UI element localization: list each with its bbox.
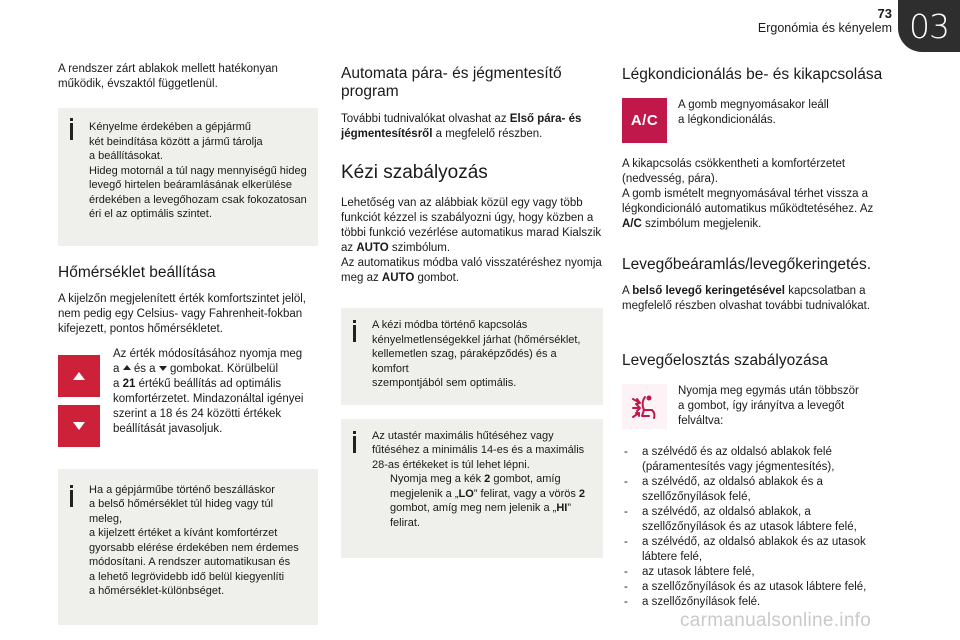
air-distribution-list [622, 445, 890, 610]
info-line: éri el az optimális szintet. [89, 208, 212, 220]
air-distribution-heading: Levegőelosztás szabályozása [622, 352, 828, 369]
list-item: - a szélvédő, az oldalsó ablakok, a szellőzőnyílások és az utasok lábtere felé, [622, 505, 890, 535]
info-line: fűtéséhez a minimális 14-es és a maximális [372, 444, 585, 456]
list-item: - a szellőzőnyílások és az utasok lábtere felé, [622, 580, 890, 595]
info-line: módosítani. A rendszer automatikusan és [89, 556, 291, 568]
seat-airflow-icon [629, 392, 661, 422]
list-item: - a szélvédő és az oldalsó ablakok felé (páramentesítés vagy jégmentesítés), [622, 445, 890, 475]
info-line: szempontjából sem optimális. [372, 377, 517, 389]
info-line: két beindítása között a jármű tárolja [89, 135, 263, 148]
ac-button[interactable] [622, 98, 667, 143]
section-title: Ergonómia és kényelem [757, 21, 892, 35]
ac-paragraph: A kikapcsolás csökkentheti a komfortérzetet (nedvesség, pára). A gomb ismételt megnyomásával térhet vissza a légkondicionáló automatikus működtetéséhez. Az A/C szimbólum megjelenik. [622, 158, 874, 230]
info-box-manual [341, 308, 603, 405]
info-line: kényelmetlenségekkel járhat (hőmérséklet, [372, 333, 581, 346]
intro-paragraph: A rendszer zárt ablakok mellett hatékonyan működik, évszaktól függetlenül. [58, 63, 278, 90]
ac-button-text: A gomb megnyomásakor leáll a légkondicionálás. [678, 99, 829, 126]
ac-button-label: A/C [630, 112, 659, 129]
chapter-badge: 03 [898, 0, 960, 52]
recirculation-paragraph: A belső levegő keringetésével kapcsolatban a megfelelő részben olvashat további tudnivalókat. [622, 285, 871, 312]
temperature-instruction: Az érték módosításához nyomja meg a és a gombokat. Körülbelül a 21 értékű beállítás ad optimális komfortérzetet. Mindazonáltal igényei szerint a 18 és 24 közötti értékek beállítását javasoljuk. [113, 347, 304, 435]
column-right [622, 62, 890, 610]
temperature-controls [58, 347, 318, 447]
list-item: - a szélvédő, az oldalsó ablakok és az utasok lábtere felé, [622, 535, 890, 565]
air-distribution-block [622, 384, 890, 429]
arrow-down-icon [73, 422, 85, 430]
info-icon [66, 485, 78, 509]
manual-control-paragraph: Lehetőség van az alábbiak közül egy vagy több funkciót kézzel is szabályozni úgy, hogy közben a többi funkció vezérlése automatikus marad Kialszik az AUTO szimbólum. Az automatikus módba való visszatéréshez nyomja meg az AUTO gombot. [341, 197, 602, 284]
info-line: Ha a gépjárműbe történő beszálláskor [89, 483, 275, 496]
manual-control-heading: Kézi szabályozás [341, 162, 488, 183]
info-line: a kijelzett értéket a kívánt komfortérzet [89, 527, 278, 539]
info-bullet: Nyomja meg a kék 2 gombot, amíg megjelenik a „LO” felirat, vagy a vörös 2 gombot, amíg meg nem jelenik a „HI” felirat. [390, 473, 586, 529]
info-box-temperature [58, 469, 318, 625]
page-number: 73 [877, 6, 892, 21]
info-line: kellemetlen szag, páraképződés) és a komfort [372, 348, 557, 375]
auto-demist-paragraph: További tudnivalókat olvashat az Első pára- és jégmentesítésről a megfelelő részben. [341, 113, 582, 140]
info-line: levegő hirtelen beáramlásának elkerülése [89, 179, 293, 191]
info-box-memory [58, 108, 318, 246]
temp-up-button[interactable] [58, 355, 100, 397]
ac-heading: Légkondicionálás be- és kikapcsolása [622, 66, 883, 83]
info-icon [349, 320, 361, 344]
list-item: - a szellőzőnyílások felé. [622, 595, 890, 610]
info-box-limits [341, 419, 603, 559]
info-line: érdekében a levegőhozam csak fokozatosan [89, 193, 307, 206]
info-line: Kényelme érdekében a gépjármű [89, 121, 252, 133]
info-line: a beállításokat. [89, 150, 163, 162]
info-line: Az utastér maximális hűtéséhez vagy [372, 429, 554, 442]
info-line: a belső hőmérséklet túl hideg vagy túl meleg, [89, 498, 274, 525]
recirculation-heading: Levegőbeáramlás/levegőkeringetés. [622, 256, 872, 273]
temperature-paragraph: A kijelzőn megjelenített érték komfortszintet jelöl, nem pedig egy Celsius- vagy Fahrenheit-fokban kifejezett, pontos hőmérsékletet. [58, 292, 307, 335]
temperature-heading: Hőmérséklet beállítása [58, 263, 216, 281]
info-line: A kézi módba történő kapcsolás [372, 319, 528, 331]
info-line: Hideg motornál a túl nagy mennyiségű hideg [89, 164, 307, 177]
temp-down-button[interactable] [58, 405, 100, 447]
list-item: - az utasok lábtere felé, [622, 565, 890, 580]
ac-block [622, 98, 890, 143]
air-distribution-text: Nyomja meg egymás után többször a gombot, így irányítva a levegőt felváltva: [678, 385, 859, 427]
air-distribution-button[interactable] [622, 384, 667, 429]
list-item: - a szélvédő, az oldalsó ablakok és a szellőzőnyílások felé, [622, 475, 890, 505]
arrow-up-icon [123, 365, 131, 370]
auto-demist-heading: Automata pára- és jégmentesítő program [341, 65, 562, 100]
column-middle [341, 62, 603, 558]
info-line: a hőmérséklet-különbséget. [89, 585, 225, 597]
arrow-up-icon [73, 372, 85, 380]
arrow-down-icon [159, 366, 167, 371]
info-line: 28-as értékeket is túl lehet lépni. [372, 458, 530, 471]
watermark: carmanualsonline.info [680, 610, 872, 631]
info-icon [349, 431, 361, 455]
info-icon [66, 118, 78, 142]
column-left [58, 62, 318, 625]
info-line: gyorsabb elérése érdekében nem érdemes [89, 541, 299, 554]
info-line: a lehető legrövidebb idő belül kiegyenlíti [89, 570, 285, 583]
